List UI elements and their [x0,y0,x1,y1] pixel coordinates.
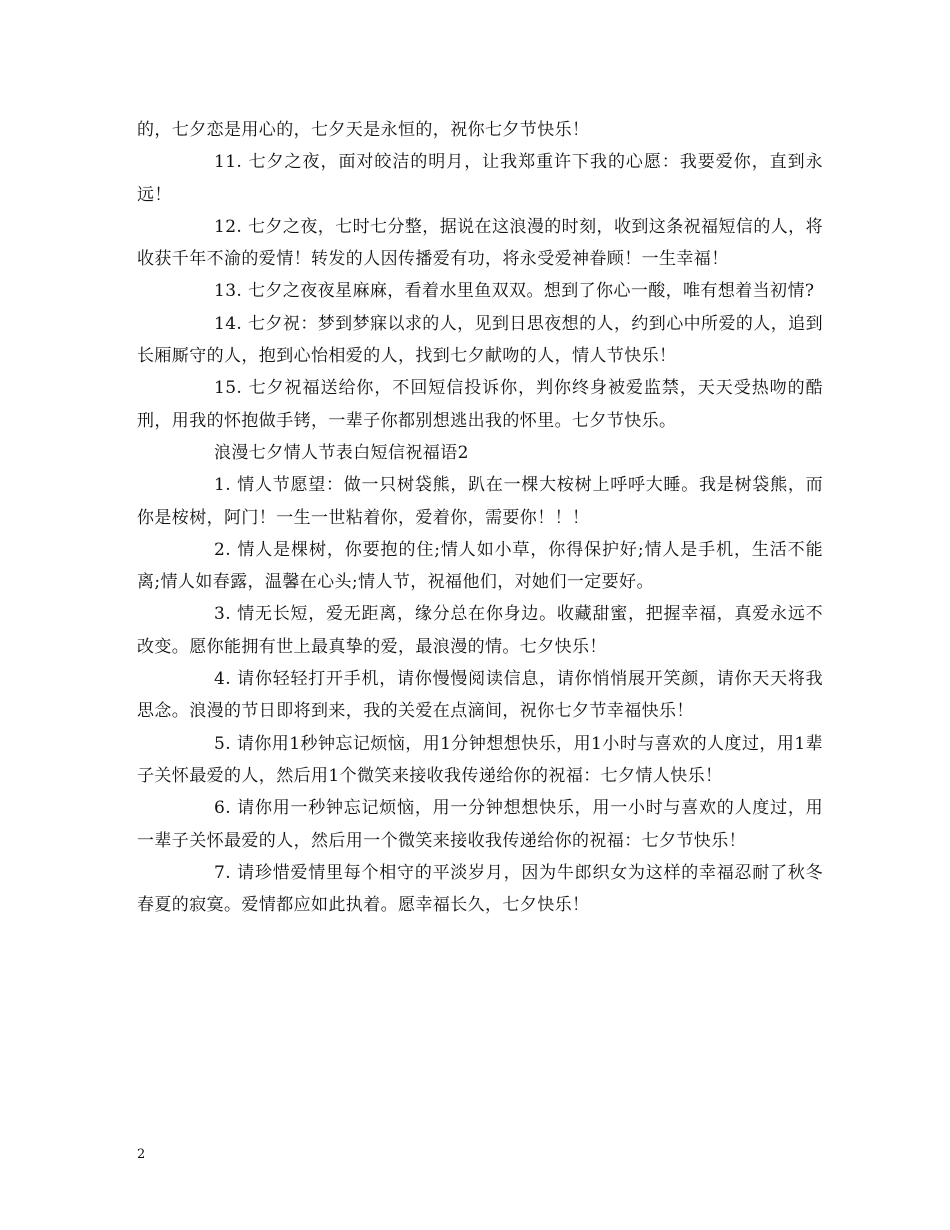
document-body [137,114,823,921]
wish-item-11: 11. 七夕之夜，面对皎洁的明月，让我郑重许下我的心愿：我要爱你，直到永远！ [137,152,823,205]
wish-item-15: 15. 七夕祝福送给你，不回短信投诉你，判你终身被爱监禁，天天受热吻的酷刑，用我的怀抱做手铐，一辈子你都别想逃出我的怀里。七夕节快乐。 [137,378,823,431]
wish-item-2: 2. 情人是棵树，你要抱的住;情人如小草，你得保护好;情人是手机，生活不能离;情人如春露，温馨在心头;情人节，祝福他们，对她们一定要好。 [137,539,823,593]
wish-item-3: 3. 情无长短，爱无距离，缘分总在你身边。收藏甜蜜，把握幸福，真爱永远不改变。愿你能拥有世上最真挚的爱，最浪漫的情。七夕快乐！ [137,604,823,657]
wish-item-4: 4. 请你轻轻打开手机，请你慢慢阅读信息，请你悄悄展开笑颜，请你天天将我思念。浪漫的节日即将到来，我的关爱在点滴间，祝你七夕节幸福快乐！ [137,669,823,722]
wish-item-14: 14. 七夕祝：梦到梦寐以求的人，见到日思夜想的人，约到心中所爱的人，追到长厢厮守的人，抱到心怡相爱的人，找到七夕献吻的人，情人节快乐！ [137,313,823,367]
wish-item-6: 6. 请你用一秒钟忘记烦恼，用一分钟想想快乐，用一小时与喜欢的人度过，用一辈子关怀最爱的人，然后用一个微笑来接收我传递给你的祝福：七夕节快乐！ [137,798,823,851]
wish-item-13: 13. 七夕之夜夜星麻麻，看着水里鱼双双。想到了你心一酸，唯有想着当初情? [214,281,815,302]
wish-item-12: 12. 七夕之夜，七时七分整，据说在这浪漫的时刻，收到这条祝福短信的人，将收获千年不渝的爱情！转发的人因传播爱有功，将永受爱神眷顾！一生幸福！ [137,216,823,270]
paragraph-continuation: 的，七夕恋是用心的，七夕天是永恒的，祝你七夕节快乐！ [137,120,590,140]
page-number: 2 [137,1147,146,1162]
wish-item-7: 7. 请珍惜爱情里每个相守的平淡岁月，因为牛郎织女为这样的幸福忍耐了秋冬春夏的寂寞。爱情都应如此执着。愿幸福长久，七夕快乐！ [137,862,823,916]
section-heading: 浪漫七夕情人节表白短信祝福语2 [214,442,469,463]
wish-item-1: 1. 情人节愿望：做一只树袋熊，趴在一棵大桉树上呼呼大睡。我是树袋熊，而你是桉树，阿门！一生一世粘着你，爱着你，需要你！！！ [137,475,823,528]
wish-item-5: 5. 请你用1秒钟忘记烦恼，用1分钟想想快乐，用1小时与喜欢的人度过，用1辈子关怀最爱的人，然后用1个微笑来接收我传递给你的祝福：七夕情人快乐！ [137,733,823,786]
